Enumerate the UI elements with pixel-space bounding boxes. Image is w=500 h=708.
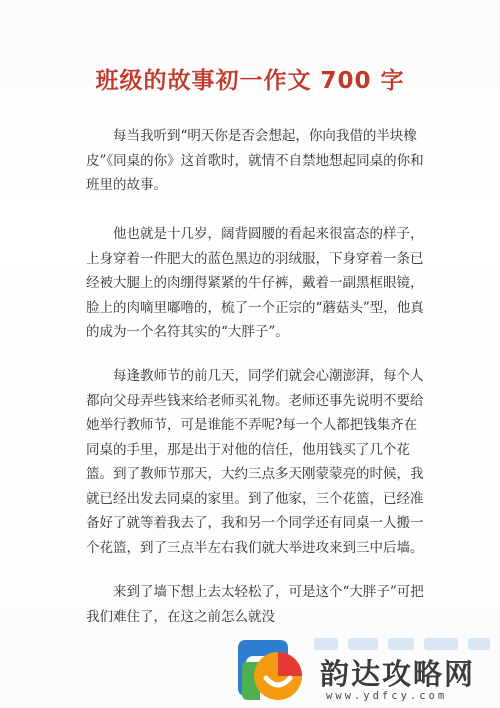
page-title: 班级的故事初一作文 700 字 (95, 68, 405, 94)
paragraph-4: 来到了墙下想上去太轻松了，可是这个“大胖子”可把我们难住了，在这之前怎么就没 (86, 584, 424, 625)
paragraph-3: 每逢教师节的前几天，同学们就会心潮澎湃，每个人都向父母弄些钱来给老师买礼物。老师还事先说明不要给她举行教师节，可是谁能不弄呢?每一个人都把钱集齐在同桌的手里，那是出于对他的信任，他用钱买了几个花篮。到了教师节那天，大约三点多天刚蒙蒙亮的时候，我就已经出发去同桌的家里。到了他家，三个花篮，已经准备好了就等着我去了，我和另一个同学还有同桌一人搬一个花篮，到了三点半左右我们就大举进攻来到三中后墙。 (86, 368, 424, 556)
watermark-faded-text (314, 638, 494, 652)
watermark (232, 630, 500, 708)
watermark-site-url: www.ydfcy.com (326, 690, 448, 702)
paragraph-2: 他也就是十几岁，阔背圆腰的看起来很富态的样子，上身穿着一件肥大的蓝色黑边的羽绒服，下身穿着一条已经被大腿上的肉绷得紧紧的牛仔裤，戴着一副黑框眼镜，脸上的肉嘀里嘟噜的，梳了一个正宗的“蘑菇头”型，他真的成为一个名符其实的“大胖子”。 (86, 226, 424, 340)
paragraph-1: 每当我听到“明天你是否会想起，你向我借的半块橡皮”《同桌的你》这首歌时，就情不自禁地想起同桌的你和班里的故事。 (86, 128, 424, 193)
site-logo-icon (232, 634, 316, 706)
watermark-site-name: 韵达攻略网 (320, 657, 476, 691)
